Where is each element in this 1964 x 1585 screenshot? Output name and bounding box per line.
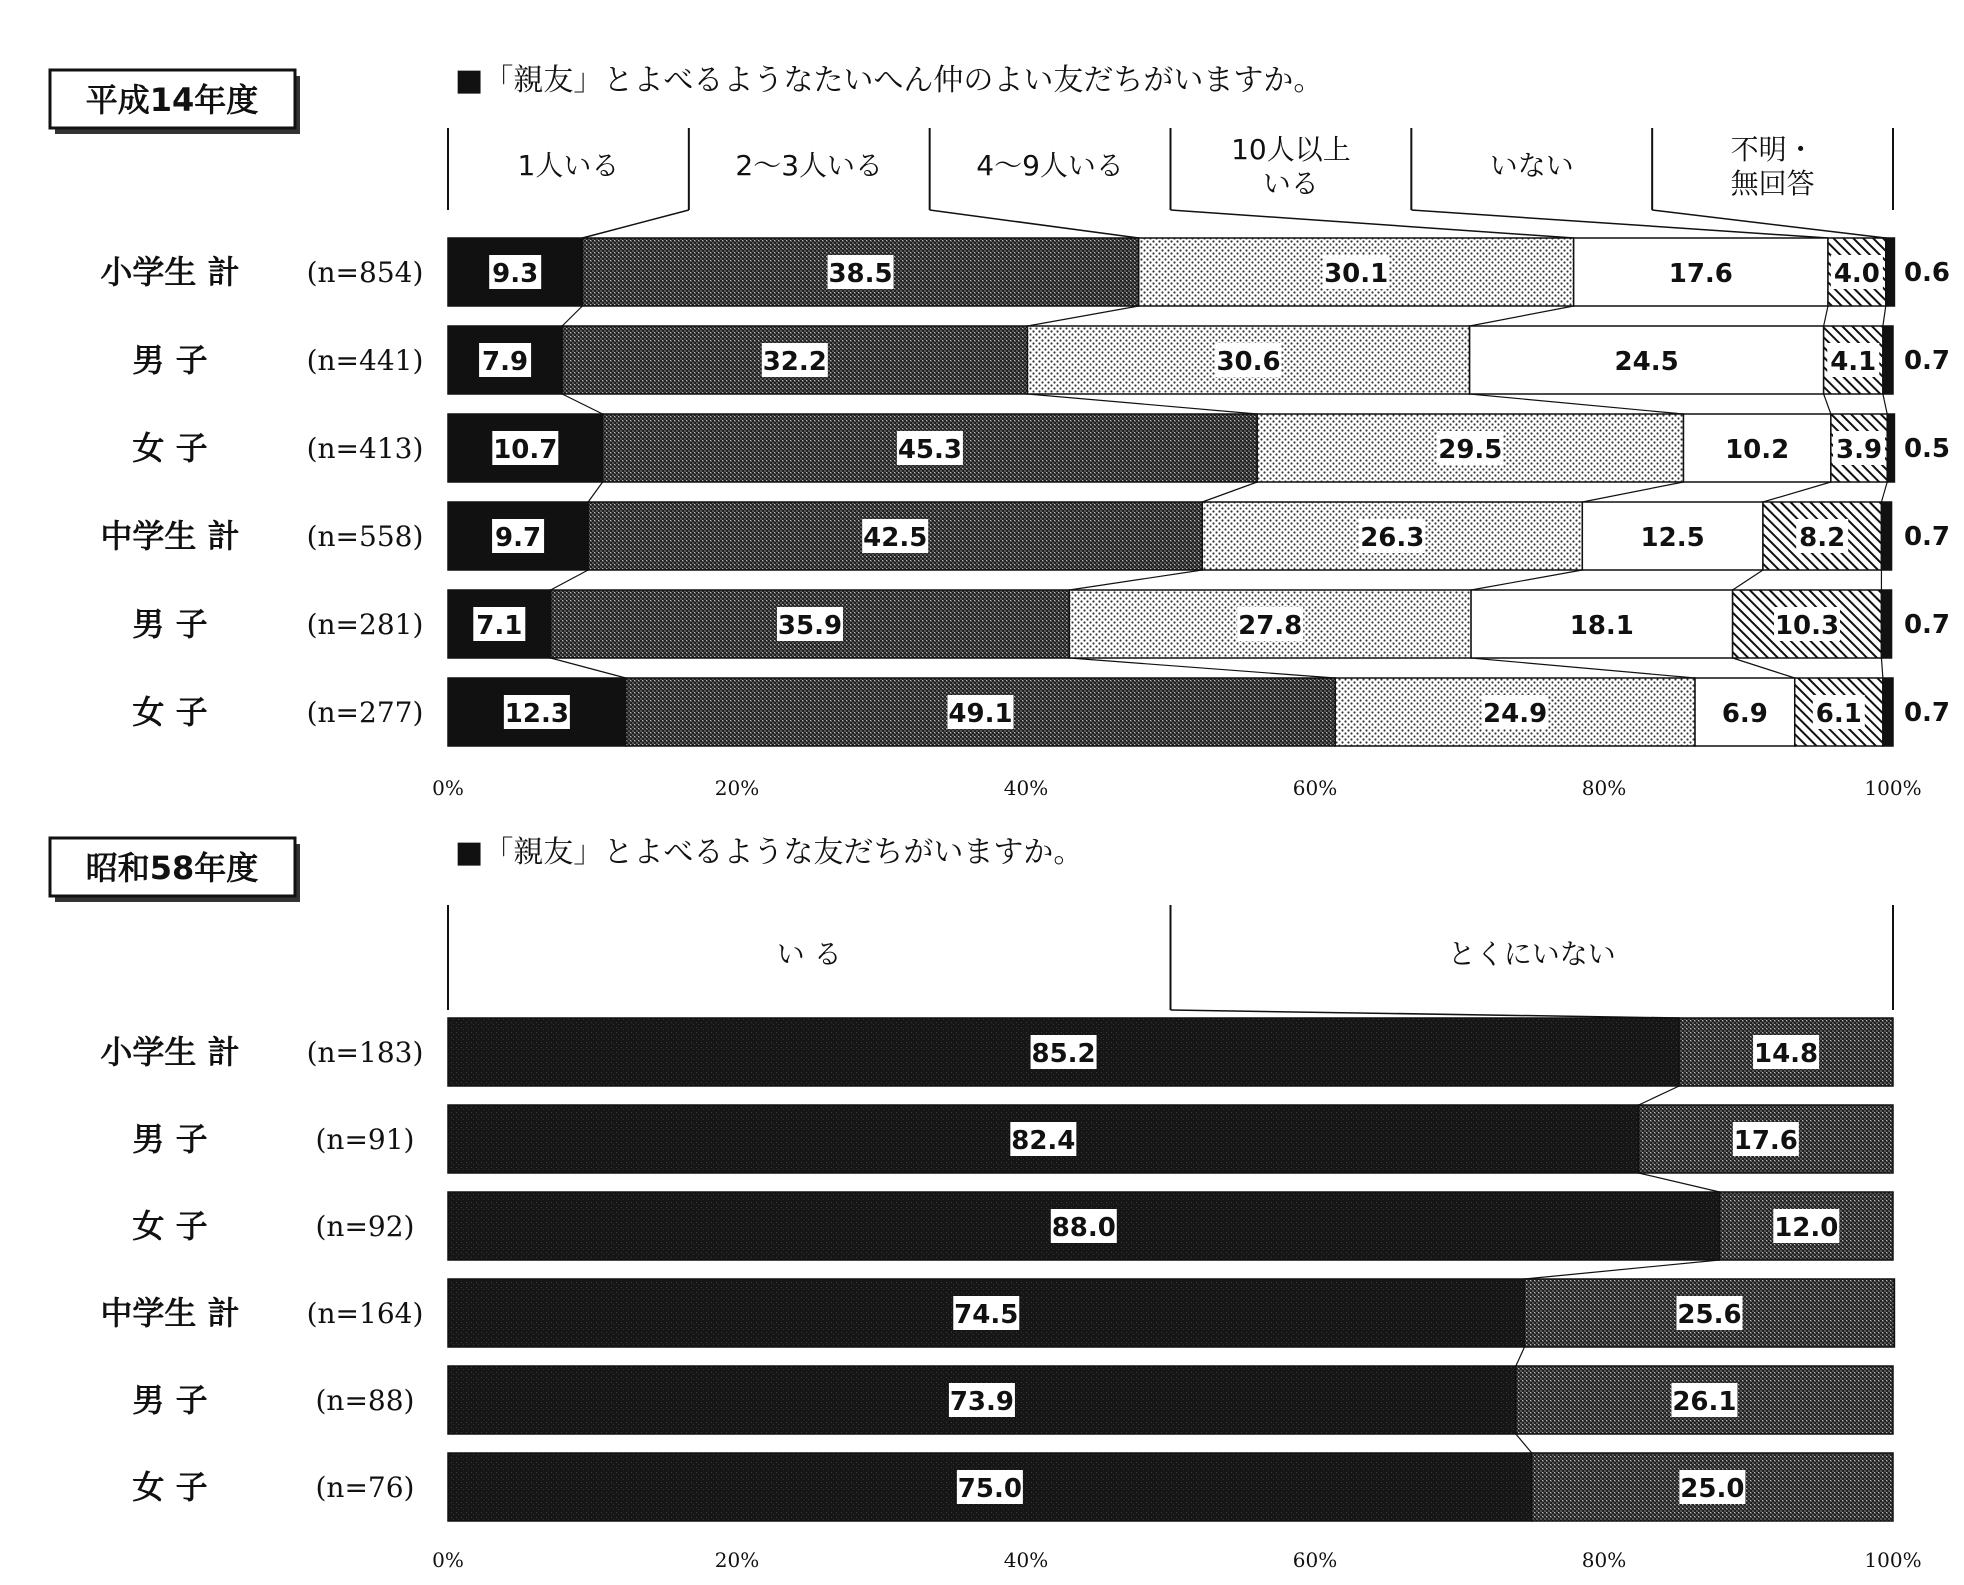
connector-line xyxy=(551,570,589,590)
x-tick-label: 20% xyxy=(714,776,760,800)
row-label: 女 子 xyxy=(132,429,208,467)
x-tick-label: 100% xyxy=(1864,776,1922,800)
row-n: (n=88) xyxy=(315,1384,415,1417)
category-label xyxy=(1448,938,1616,971)
value-label: 38.5 xyxy=(828,259,893,289)
row-n: (n=91) xyxy=(315,1123,415,1156)
value-label: 8.2 xyxy=(1799,523,1846,553)
value-label: 12.3 xyxy=(504,699,569,729)
x-tick-label: 20% xyxy=(714,1548,760,1572)
value-label: 6.1 xyxy=(1815,699,1862,729)
connector-line xyxy=(1883,306,1886,326)
value-label: 0.7 xyxy=(1903,522,1951,552)
category-label xyxy=(1490,149,1574,182)
x-tick-label: 60% xyxy=(1292,776,1338,800)
value-label: 30.1 xyxy=(1324,259,1389,289)
value-label: 45.3 xyxy=(897,435,962,465)
value-label: 27.8 xyxy=(1238,611,1303,641)
connector-line xyxy=(1824,394,1831,414)
value-label: 32.2 xyxy=(762,347,827,377)
row-label: 男 子 xyxy=(132,1120,208,1158)
value-label: 9.7 xyxy=(495,523,542,553)
connector-line xyxy=(551,658,626,678)
badge-label: 平成14年度 xyxy=(85,81,259,119)
chart-title: ■「親友」とよべるようなたいへん仲のよい友だちがいますか。 xyxy=(455,63,1324,98)
x-tick-label: 80% xyxy=(1581,776,1627,800)
value-label: 0.7 xyxy=(1903,698,1951,728)
connector-line xyxy=(1516,1347,1525,1366)
value-label: 88.0 xyxy=(1051,1213,1116,1243)
value-label: 10.3 xyxy=(1774,611,1840,641)
row-label: 女 子 xyxy=(132,1207,208,1245)
value-label: 73.9 xyxy=(949,1387,1015,1417)
value-label: 3.9 xyxy=(1836,435,1883,465)
value-label: 42.5 xyxy=(863,523,928,553)
value-label: 85.2 xyxy=(1031,1039,1096,1069)
value-label: 14.8 xyxy=(1753,1039,1819,1069)
row-n: (n=164) xyxy=(306,1297,424,1330)
connector-line xyxy=(1471,658,1695,678)
category-label-line: 無回答 xyxy=(1730,167,1815,200)
connector-line xyxy=(562,394,602,414)
connector-line xyxy=(1881,482,1887,502)
connector-line xyxy=(1733,570,1763,590)
category-label xyxy=(777,938,842,971)
value-label: 10.7 xyxy=(493,435,558,465)
connector-line xyxy=(1027,394,1257,414)
value-label: 10.2 xyxy=(1725,435,1790,465)
value-label: 6.9 xyxy=(1721,699,1768,729)
connector-line xyxy=(1763,482,1831,502)
value-label: 9.3 xyxy=(492,259,539,289)
value-label: 17.6 xyxy=(1733,1126,1798,1156)
value-label: 30.6 xyxy=(1216,347,1281,377)
chart-title: ■「親友」とよべるような友だちがいますか。 xyxy=(455,835,1084,870)
category-label-line: いない xyxy=(1489,149,1574,182)
x-tick-label: 40% xyxy=(1003,776,1049,800)
value-label: 35.9 xyxy=(777,611,843,641)
bar-segment xyxy=(1887,414,1894,482)
header-guide-line xyxy=(930,210,1139,238)
row-n: (n=441) xyxy=(306,344,424,377)
row-label: 小学生 計 xyxy=(100,1033,240,1071)
category-label-line: いる xyxy=(1262,167,1319,200)
row-n: (n=558) xyxy=(306,520,424,553)
value-label: 0.7 xyxy=(1903,346,1951,376)
connector-line xyxy=(1883,394,1887,414)
value-label: 7.1 xyxy=(476,611,523,641)
value-label: 12.5 xyxy=(1640,523,1705,553)
bar-segment xyxy=(1883,678,1893,746)
value-label: 24.5 xyxy=(1614,347,1679,377)
value-label: 75.0 xyxy=(957,1474,1022,1504)
row-label: 男 子 xyxy=(132,1381,208,1419)
value-label: 7.9 xyxy=(482,347,529,377)
x-tick-label: 40% xyxy=(1003,1548,1049,1572)
x-tick-label: 0% xyxy=(432,1548,464,1572)
category-label-line: い る xyxy=(776,937,842,971)
value-label: 26.3 xyxy=(1360,523,1425,553)
x-tick-label: 60% xyxy=(1292,1548,1338,1572)
category-label-line: 10人以上 xyxy=(1231,133,1351,166)
x-tick-label: 80% xyxy=(1581,1548,1627,1572)
row-n: (n=92) xyxy=(315,1210,415,1243)
row-n: (n=413) xyxy=(306,432,424,465)
category-label-line: 不明・ xyxy=(1730,133,1815,166)
row-n: (n=183) xyxy=(306,1036,424,1069)
connector-line xyxy=(1027,306,1138,326)
value-label: 82.4 xyxy=(1011,1126,1076,1156)
connector-line xyxy=(1824,306,1828,326)
value-label: 49.1 xyxy=(948,699,1013,729)
connector-line xyxy=(1582,482,1683,502)
value-label: 4.1 xyxy=(1830,347,1877,377)
value-label: 0.5 xyxy=(1903,434,1951,464)
row-label: 男 子 xyxy=(132,341,208,379)
row-n: (n=854) xyxy=(306,256,424,289)
row-n: (n=277) xyxy=(306,696,424,729)
value-label: 25.0 xyxy=(1680,1474,1745,1504)
header-guide-line xyxy=(1171,1010,1680,1018)
connector-line xyxy=(1069,570,1202,590)
category-label-line: 2～3人いる xyxy=(735,149,884,182)
x-tick-label: 0% xyxy=(432,776,464,800)
connector-line xyxy=(1639,1173,1720,1192)
chart-0 xyxy=(50,63,1950,800)
row-n: (n=76) xyxy=(315,1471,415,1504)
category-label xyxy=(1731,133,1815,200)
value-label: 12.0 xyxy=(1774,1213,1839,1243)
connector-line xyxy=(1470,306,1574,326)
value-label: 74.5 xyxy=(954,1300,1019,1330)
row-label: 女 子 xyxy=(132,1468,208,1506)
bar-segment xyxy=(1881,590,1891,658)
bar-segment xyxy=(1881,502,1891,570)
connector-line xyxy=(588,482,602,502)
x-tick-label: 100% xyxy=(1864,1548,1922,1572)
category-label-line: 4～9人いる xyxy=(976,149,1124,182)
connector-line xyxy=(562,306,582,326)
value-label: 17.6 xyxy=(1668,259,1733,289)
connector-line xyxy=(1733,658,1795,678)
connector-line xyxy=(1069,658,1335,678)
row-n: (n=281) xyxy=(306,608,424,641)
connector-line xyxy=(1202,482,1257,502)
value-label: 0.6 xyxy=(1903,258,1951,288)
category-label-line: 1人いる xyxy=(517,149,620,182)
category-label-line: とくにいない xyxy=(1447,937,1616,971)
connector-line xyxy=(1516,1434,1532,1453)
connector-line xyxy=(1639,1086,1679,1105)
row-label: 女 子 xyxy=(132,693,208,731)
connector-line xyxy=(1525,1260,1720,1279)
value-label: 0.7 xyxy=(1903,610,1951,640)
chart-1 xyxy=(50,835,1922,1572)
value-label: 4.0 xyxy=(1833,259,1880,289)
row-label: 中学生 計 xyxy=(100,1294,240,1332)
category-label xyxy=(976,149,1124,182)
category-label xyxy=(518,149,620,182)
header-guide-line xyxy=(582,210,688,238)
connector-line xyxy=(1881,658,1882,678)
value-label: 29.5 xyxy=(1438,435,1503,465)
category-label xyxy=(735,149,883,182)
connector-line xyxy=(1471,570,1582,590)
header-guide-line xyxy=(1171,210,1574,238)
value-label: 26.1 xyxy=(1672,1387,1737,1417)
bar-segment xyxy=(1886,238,1895,306)
connector-line xyxy=(1470,394,1684,414)
row-label: 中学生 計 xyxy=(100,517,240,555)
row-label: 小学生 計 xyxy=(100,253,240,291)
value-label: 24.9 xyxy=(1483,699,1548,729)
category-label xyxy=(1231,133,1351,200)
bar-segment xyxy=(1883,326,1893,394)
badge-label: 昭和58年度 xyxy=(85,849,259,887)
value-label: 25.6 xyxy=(1677,1300,1742,1330)
row-label: 男 子 xyxy=(132,605,208,643)
value-label: 18.1 xyxy=(1569,611,1634,641)
